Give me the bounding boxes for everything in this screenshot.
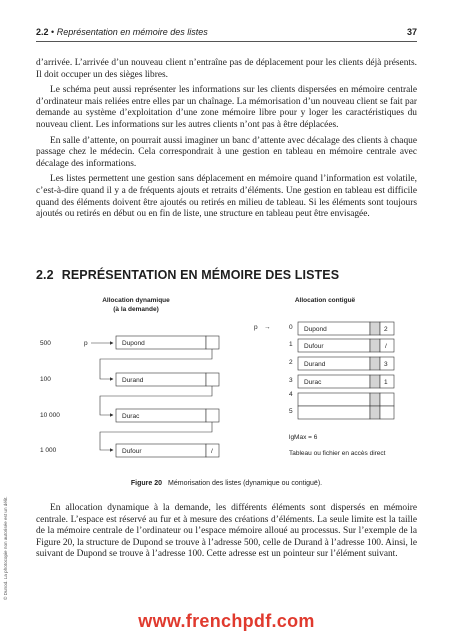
row-3-name: Durac [304,379,322,386]
section-number: 2.2 [36,268,54,282]
row-index-2: 2 [289,359,293,366]
node-dufour-name: Dufour [122,448,142,455]
row-index-5: 5 [289,408,293,415]
row-1-next-cell [380,339,394,352]
caption-label: Figure 20 [130,480,163,487]
row-3-gap-cell [370,375,380,388]
pointer-p-label: p [84,340,88,347]
node-durac-next-cell [206,409,219,422]
row-index-1: 1 [289,341,293,348]
copyright-side-note: © Dunod. La photocopie non autorisée est un délit. [3,496,8,600]
figure-caption [36,480,417,487]
page-number: 37 [406,27,417,37]
node-dupond-next-cell [206,336,219,349]
paragraph-4: Les listes permettent une gestion sans déplacement en mémoire quand l’information est volatile, c’est-à-dire quand il y a de fréquents ajouts et retraits d’éléments. Une gestion en tableau est difficile quand des éléments doivent être ajoutés ou retirés en milieu de tableau. Si les éléments sont toujours ajoutés ou retirés en début ou en fin de liste, une structure en tableau peut être envisagée. [36,174,417,220]
row-5-next-cell [380,406,394,419]
header-section-number: 2.2 [36,27,49,37]
left-title-1: Allocation dynamique [102,297,170,304]
row-index-3: 3 [289,377,293,384]
right-pointer-label: p [254,324,258,331]
row-4-gap-cell [370,393,380,406]
address-100: 100 [40,376,51,383]
node-durand-name: Durand [122,377,144,384]
row-4-next-cell [380,393,394,406]
address-500: 500 [40,340,51,347]
node-dufour-next: / [211,448,213,455]
table-note: Tableau ou fichier en accès direct [289,450,386,457]
paragraph-3: En salle d’attente, on pourrait aussi imaginer un banc d’attente avec décalage des clients à chaque passage chez le médecin. Cela correspondrait à une gestion en tableau en mémoire centrale avec décalage des informations. [36,135,417,169]
row-1-name: Dufour [304,343,324,350]
row-4-name-cell [298,393,370,406]
right-pointer-arrow: → [264,324,271,331]
node-durac-name: Durac [122,413,140,420]
memory-diagram [36,293,417,473]
header-title: Représentation en mémoire des listes [56,27,208,37]
header-rule [36,41,417,42]
paragraph-5: En allocation dynamique à la demande, les différents éléments sont dispersés en mémoire centrale. L’espace est réservé au fur et à mesure des créations d’éléments. La seule limite est la taille de la mémoire centrale de l’ordinateur ou l’espace mémoire alloué au processus. Sur l’exemple de la Figure 20, la structure de Dupond se trouve à l’adresse 500, celle de Durand à l’adresse 100. Ainsi, le suivant de Dupond se trouve à l’adresse 100. Cette adresse est un pointeur sur l’élément suivant. [36,503,417,560]
section-title: REPRÉSENTATION EN MÉMOIRE DES LISTES [61,268,340,282]
body-text [36,58,417,225]
node-dupond-name: Dupond [122,340,145,347]
section-heading [36,268,339,282]
row-1-gap-cell [370,339,380,352]
body-text-after-figure [36,503,417,561]
row-3-next: 1 [384,379,388,386]
paragraph-2: Le schéma peut aussi représenter les informations sur les clients dispersées en mémoire centrale d’ordinateur mais reliées entre elles par un chaînage. La mémorisation d’un nouveau client se fait par demande au système d’exploitation d’une zone mémoire libre pour y loger les caractéristiques du nouveau client. Les informations sur les autres clients n’ont pas à être déplacées. [36,85,417,130]
watermark: www.frenchpdf.com [138,611,315,631]
node-durand-next-cell [206,373,219,386]
row-index-4: 4 [289,391,293,398]
right-title: Allocation contiguë [294,297,356,304]
row-1-next: / [385,343,387,350]
lgmax-label: lgMax = 6 [289,434,318,441]
row-2-name: Durand [304,361,326,368]
row-5-name-cell [298,406,370,419]
running-header-title [36,27,208,37]
row-2-gap-cell [370,357,380,370]
row-0-name: Dupond [304,326,327,333]
row-0-next: 2 [384,326,388,333]
header-bullet: • [51,27,55,37]
figure-20 [36,293,417,473]
address-1000: 1 000 [40,447,57,454]
row-0-gap-cell [370,322,380,335]
address-10000: 10 000 [40,412,60,419]
caption-text: Mémorisation des listes (dynamique ou contiguë). [168,480,323,487]
row-2-next: 3 [384,361,388,368]
running-header [36,27,417,41]
paragraph-1: d’arrivée. L’arrivée d’un nouveau client n’entraîne pas de déplacement pour les clients déjà présents. Il doit occuper un des sièges libres. [36,58,417,80]
left-title-2: (à la demande) [113,306,159,313]
row-index-0: 0 [289,324,293,331]
row-5-gap-cell [370,406,380,419]
